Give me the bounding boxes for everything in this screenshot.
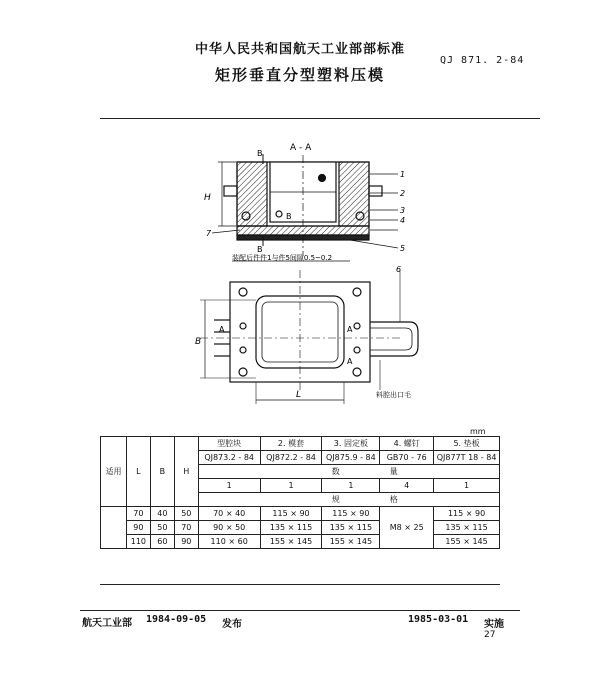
label-b-side: B <box>286 212 292 221</box>
assembly-note: 装配后件件1与件5间隙0.5~0.2 <box>232 254 333 262</box>
cell-p5: 135 × 115 <box>434 521 500 535</box>
part-std: QJ872.2 - 84 <box>260 451 322 465</box>
section-view <box>212 154 398 261</box>
technical-drawing <box>0 120 600 420</box>
footer-issuer: 航天工业部 <box>82 618 132 629</box>
cell-p1: 70 × 40 <box>198 507 260 521</box>
qty-header-2: 量 <box>380 465 500 479</box>
cell-p5: 155 × 145 <box>434 535 500 549</box>
part-name: 3. 固定板 <box>322 437 380 451</box>
part-std: QJ877T 18 - 84 <box>434 451 500 465</box>
table-row <box>101 507 500 521</box>
callout-5: 5 <box>400 244 406 253</box>
material-note: 料腔出口毛 <box>376 391 411 399</box>
col-h: H <box>174 437 198 507</box>
standard-code: QJ 871. 2-84 <box>440 55 525 66</box>
qty-cell: 4 <box>380 479 434 493</box>
footer-impl-date: 1985-03-01 <box>408 614 469 625</box>
pin-left-top <box>240 323 246 329</box>
spec-header-2: 格 <box>380 493 500 507</box>
footer-rule <box>80 610 520 611</box>
label-l: L <box>296 390 302 400</box>
label-a-left: A <box>219 325 225 334</box>
part-std: QJ875.9 - 84 <box>322 451 380 465</box>
cell-p2: 115 × 90 <box>260 507 322 521</box>
cell-b: 60 <box>150 535 174 549</box>
qty-cell: 1 <box>322 479 380 493</box>
screw-bl <box>239 368 247 376</box>
page-number: 27 <box>484 630 496 640</box>
part-name: 5. 垫板 <box>434 437 500 451</box>
table-row <box>101 437 500 451</box>
cell-l: 110 <box>126 535 150 549</box>
label-h: H <box>204 193 211 203</box>
spec-table <box>100 436 500 549</box>
footer-issue-date: 1984-09-05 <box>146 614 207 625</box>
cell-b: 50 <box>150 521 174 535</box>
footer-impl-word: 实施 <box>484 619 504 630</box>
cell-b: 40 <box>150 507 174 521</box>
screw-br <box>353 368 361 376</box>
pin-right-bottom <box>354 347 360 353</box>
issuing-organization: 中华人民共和国航天工业部部标准 <box>194 42 405 57</box>
part-name: 4. 螺钉 <box>380 437 434 451</box>
qty-cell: 1 <box>260 479 322 493</box>
cell-h: 90 <box>174 535 198 549</box>
table-row <box>101 535 500 549</box>
section-label: A - A <box>290 143 312 153</box>
part-name: 型腔块 <box>198 437 260 451</box>
part-std: GB70 - 76 <box>380 451 434 465</box>
qty-cell: 1 <box>198 479 260 493</box>
pin-right-top <box>354 323 360 329</box>
label-a-right-top: A <box>347 325 353 334</box>
callout-1: 1 <box>400 170 406 179</box>
cell-l: 90 <box>126 521 150 535</box>
cell-p1: 110 × 60 <box>198 535 260 549</box>
cell-p3: 135 × 115 <box>322 521 380 535</box>
col-b: B <box>150 437 174 507</box>
callout-3: 3 <box>400 206 406 215</box>
qty-cell: 1 <box>434 479 500 493</box>
label-b-bottom: B <box>257 245 263 254</box>
cell-p5: 115 × 90 <box>434 507 500 521</box>
cell-l: 70 <box>126 507 150 521</box>
cell-p3: 115 × 90 <box>322 507 380 521</box>
screw-tr <box>353 288 361 296</box>
plan-view <box>200 270 418 404</box>
cell-p1: 90 × 50 <box>198 521 260 535</box>
guide-pin-right <box>369 186 382 196</box>
col-l: L <box>126 437 150 507</box>
cell-p3: 155 × 145 <box>322 535 380 549</box>
cell-screw: M8 × 25 <box>380 507 434 549</box>
qty-header: 数 <box>198 465 380 479</box>
footer-issue-word: 发布 <box>222 619 242 630</box>
spec-header: 规 <box>198 493 380 507</box>
document-title: 矩形垂直分型塑料压模 <box>214 66 385 84</box>
callout-7: 7 <box>206 229 212 238</box>
part-std: QJ873.2 - 84 <box>198 451 260 465</box>
callout-6: 6 <box>396 265 402 274</box>
pin-left-bottom <box>240 347 246 353</box>
mark-dot <box>319 175 326 182</box>
label-b-plan: B <box>195 337 202 347</box>
table-row <box>101 521 500 535</box>
header-rule <box>100 118 540 119</box>
col-usage: 适用 <box>101 437 127 507</box>
guide-pin-left <box>224 186 237 196</box>
label-a-right-bottom: A <box>347 357 353 366</box>
callout-4: 4 <box>400 216 406 225</box>
unit-label: mm <box>470 427 486 436</box>
screw-tl <box>239 288 247 296</box>
callout-2: 2 <box>400 189 406 198</box>
cell-h: 70 <box>174 521 198 535</box>
cell-p2: 155 × 145 <box>260 535 322 549</box>
handle <box>370 322 418 356</box>
part-name: 2. 模套 <box>260 437 322 451</box>
table-bottom-rule <box>100 584 500 585</box>
cell-p2: 135 × 115 <box>260 521 322 535</box>
label-b-top: B <box>257 149 263 158</box>
cell-h: 50 <box>174 507 198 521</box>
